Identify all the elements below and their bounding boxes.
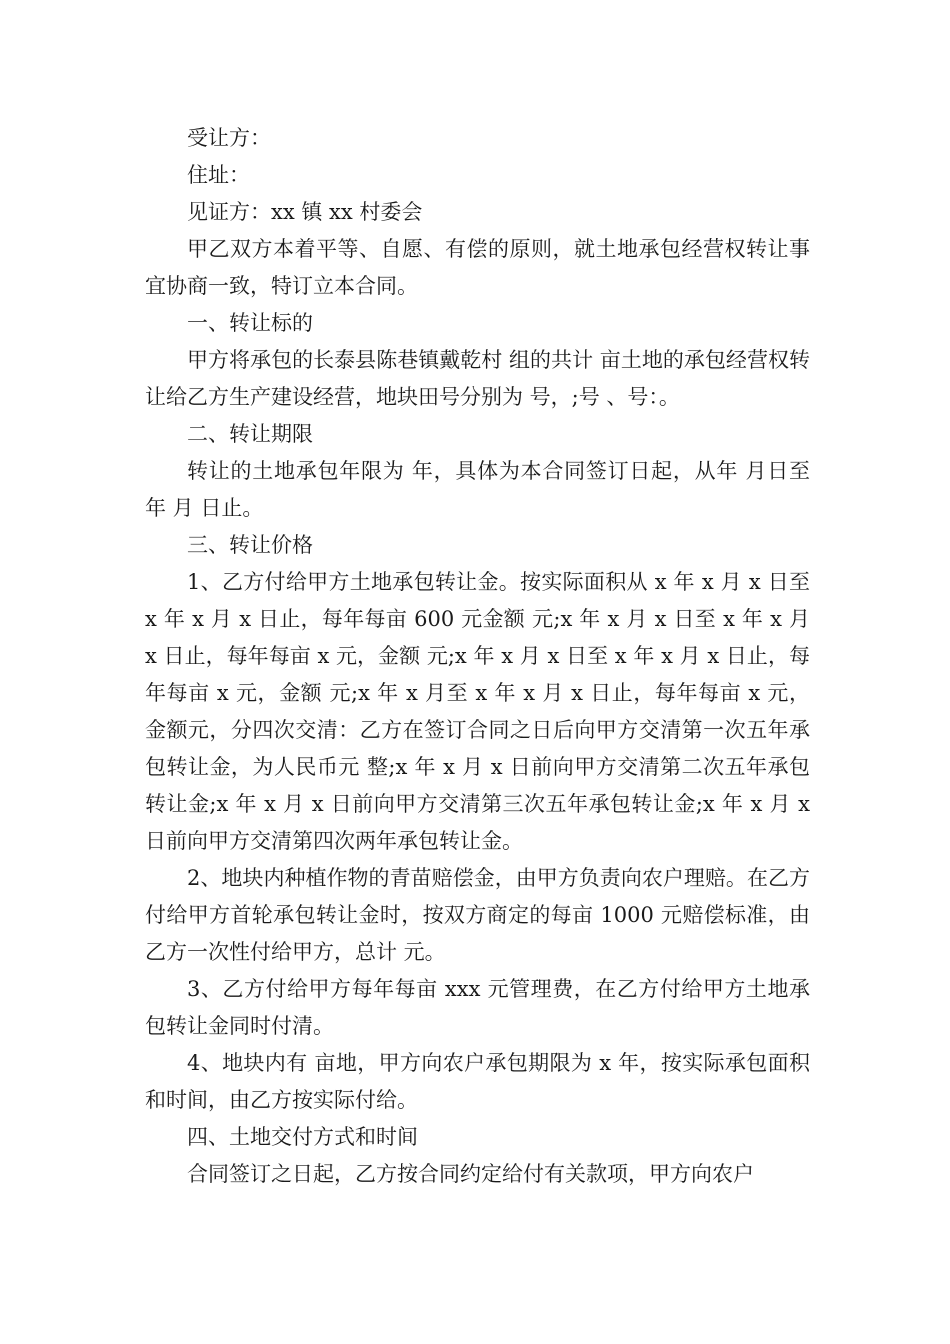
transferee-line: 受让方：	[187, 126, 271, 150]
section-4-paragraph: 合同签订之日起，乙方按合同约定给付有关款项，甲方向农户	[187, 1162, 754, 1186]
document-body	[145, 120, 810, 1193]
section-heading-2: 二、转让期限	[187, 422, 313, 446]
section-1-paragraph: 甲方将承包的长泰县陈巷镇戴乾村 组的共计 亩土地的承包经营权转让给乙方生产建设经营，地块田号分别为 号，;号 、号：。	[145, 348, 810, 409]
price-clause-4: 4、地块内有 亩地，甲方向农户承包期限为 x 年，按实际承包面积和时间，由乙方按实际付给。	[145, 1051, 810, 1112]
address-line: 住址：	[187, 163, 250, 187]
price-clause-1: 1、乙方付给甲方土地承包转让金。按实际面积从 x 年 x 月 x 日至 x 年 x 月 x 日止，每年每亩 600 元金额 元;x 年 x 月 x 日至 x 年 x 月 x 日止，每年每亩 x 元，金额 元;x 年 x 月 x 日至 x 年 x 月 x 日止，每年每亩 x 元，金额 元;x 年 x 月至 x 年 x 月 x 日止，每年每亩 x 元，金额元，分四次交清：乙方在签订合同之日后向甲方交清第一次五年承包转让金，为人民币元 整;x 年 x 月 x 日前向甲方交清第二次五年承包转让金;x 年 x 月 x 日前向甲方交清第三次五年承包转让金;x 年 x 月 x 日前向甲方交清第四次两年承包转让金。	[145, 570, 810, 853]
section-2-paragraph: 转让的土地承包年限为 年，具体为本合同签订日起，从年 月日至 年 月 日止。	[145, 459, 810, 520]
witness-line: 见证方：xx 镇 xx 村委会	[187, 200, 423, 224]
section-heading-1: 一、转让标的	[187, 311, 313, 335]
price-clause-2: 2、地块内种植作物的青苗赔偿金，由甲方负责向农户理赔。在乙方付给甲方首轮承包转让金时，按双方商定的每亩 1000 元赔偿标准，由乙方一次性付给甲方，总计 元。	[145, 866, 810, 964]
preamble-paragraph: 甲乙双方本着平等、自愿、有偿的原则，就土地承包经营权转让事宜协商一致，特订立本合同。	[145, 237, 810, 298]
section-heading-3: 三、转让价格	[187, 533, 313, 557]
price-clause-3: 3、乙方付给甲方每年每亩 xxx 元管理费，在乙方付给甲方土地承包转让金同时付清。	[145, 977, 810, 1038]
section-heading-4: 四、土地交付方式和时间	[187, 1125, 418, 1149]
